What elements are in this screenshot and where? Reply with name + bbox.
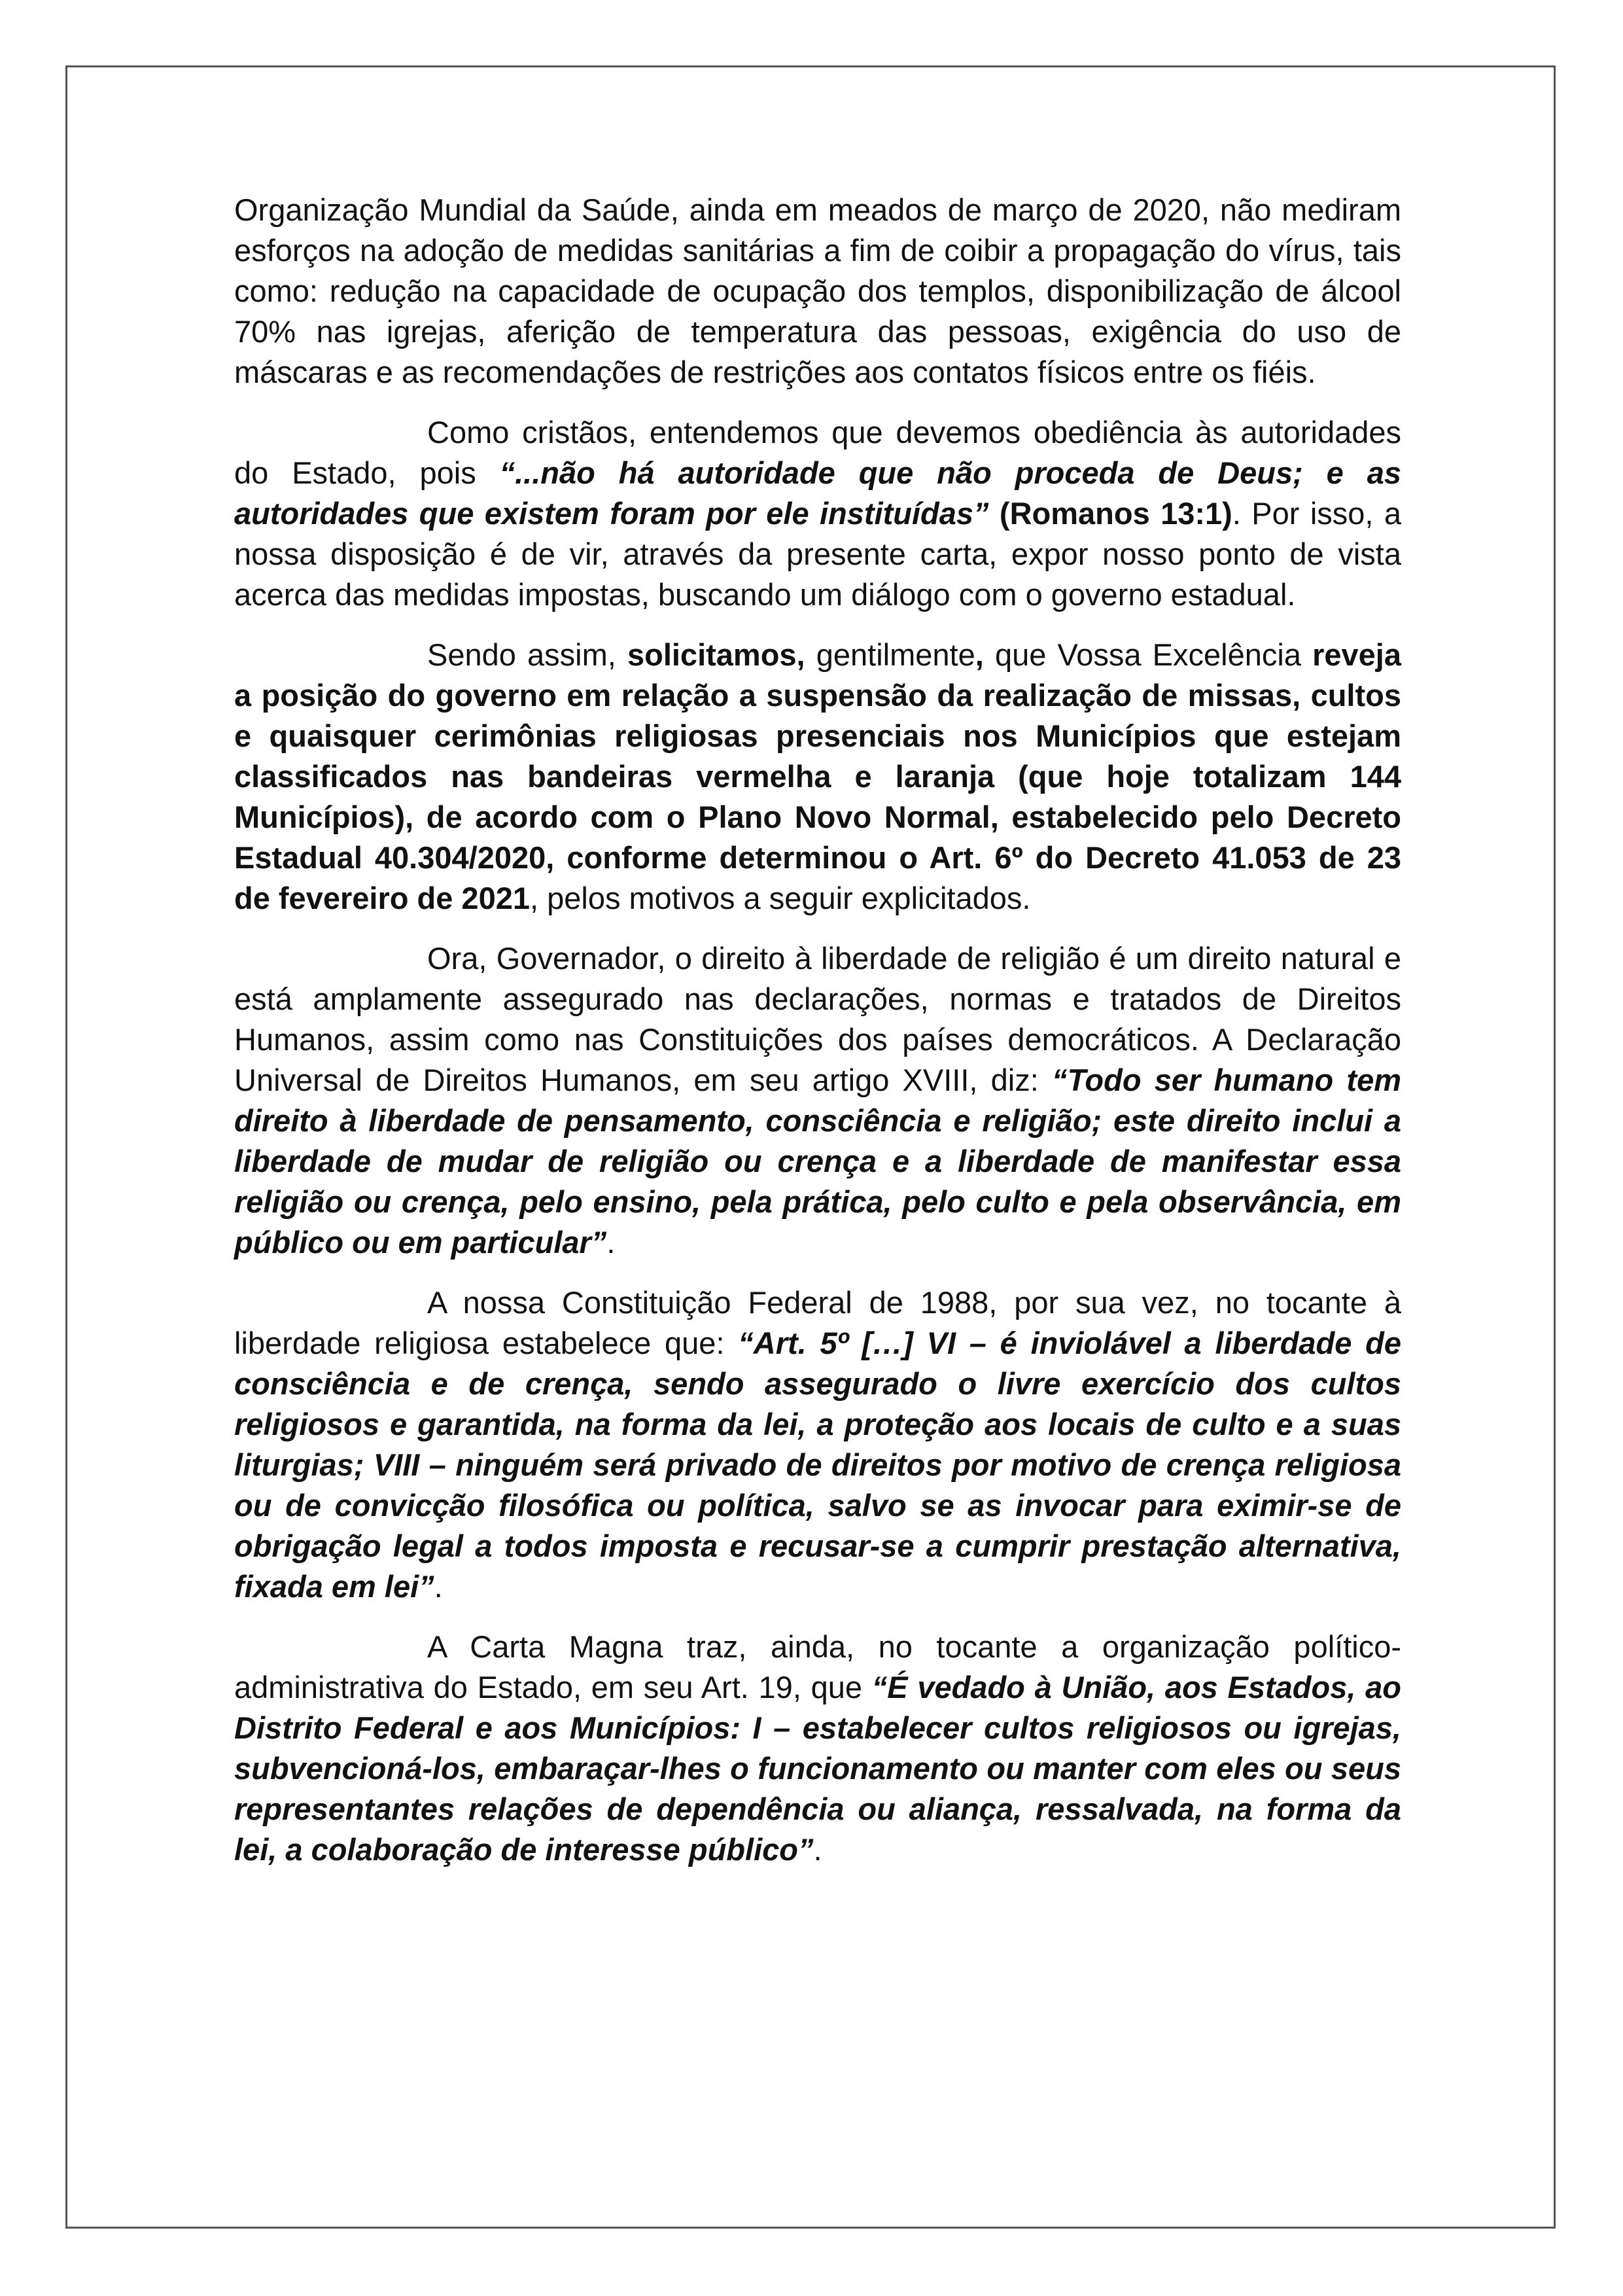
- paragraph-text: .: [813, 1832, 822, 1867]
- paragraph-6: [234, 1627, 1401, 1870]
- paragraph-text: .: [434, 1569, 443, 1604]
- emphasis-text: solicitamos,: [627, 637, 805, 672]
- paragraph-text: gentilmente: [805, 637, 975, 672]
- paragraph-1: [234, 190, 1401, 393]
- constitution-art19-quote: “É vedado à União, aos Estados, ao Distrito Federal e aos Municípios: I – estabelecer cultos religiosos ou igrejas, subvencioná-los, embaraçar-lhes o funcionamento ou manter com eles ou seus representantes relações de dependência ou aliança, ressalvada, na forma da lei, a colaboração de interesse público”: [234, 1670, 1401, 1867]
- document-body: [234, 190, 1401, 1890]
- paragraph-4: [234, 938, 1401, 1263]
- paragraph-text: .: [606, 1225, 616, 1260]
- bible-quote: “...não há autoridade que não proceda de Deus; e as autoridades que existem foram por ele instituídas”: [234, 455, 1401, 531]
- udhr-quote: “Todo ser humano tem direito à liberdade de pensamento, consciência e religião; este direito inclui a liberdade de mudar de religião ou crença e a liberdade de manifestar essa religião ou crença, pelo ensino, pela prática, pelo culto e pela observância, em público ou em particular”: [234, 1063, 1401, 1260]
- paragraph-2: [234, 412, 1401, 615]
- constitution-art5-quote: “Art. 5º […] VI – é inviolável a liberdade de consciência e de crença, sendo assegurado o livre exercício dos cultos religiosos e garantida, na forma da lei, a proteção aos locais de culto e a suas liturgias; VIII – ninguém será privado de direitos por motivo de crença religiosa ou de convicção filosófica ou política, salvo se as invocar para eximir-se de obrigação legal a todos imposta e recusar-se a cumprir prestação alternativa, fixada em lei”: [234, 1326, 1401, 1604]
- paragraph-text: que Vossa Excelência: [983, 637, 1313, 672]
- paragraph-text: Sendo assim,: [427, 637, 627, 672]
- paragraph-3: [234, 635, 1401, 919]
- paragraph-text: . Por isso, a nossa disposição é de vir, através da presente carta, expor nosso ponto de vista acerca das medidas impostas, buscando um diálogo com o governo estadual.: [234, 496, 1401, 612]
- request-text: reveja a posição do governo em relação a suspensão da realização de missas, cultos e quaisquer cerimônias religiosas presenciais nos Municípios que estejam classificados nas bandeiras vermelha e laranja (que hoje totalizam 144 Municípios), de acordo com o Plano Novo Normal, estabelecido pelo Decreto Estadual 40.304/2020, conforme determinou o Art. 6º do Decreto 41.053 de 23 de fevereiro de 2021: [234, 637, 1401, 915]
- paragraph-text: Ora, Governador, o direito à liberdade de religião é um direito natural e está amplamente assegurado nas declarações, normas e tratados de Direitos Humanos, assim como nas Constituições dos países democráticos. A Declaração Universal de Direitos Humanos, em seu artigo XVIII, diz:: [234, 941, 1401, 1097]
- paragraph-text: Organização Mundial da Saúde, ainda em meados de março de 2020, não mediram esforços na adoção de medidas sanitárias a fim de coibir a propagação do vírus, tais como: redução na capacidade de ocupação dos templos, disponibilização de álcool 70% nas igrejas, aferição de temperatura das pessoas, exigência do uso de máscaras e as recomendações de restrições aos contatos físicos entre os fiéis.: [234, 192, 1401, 389]
- paragraph-text: Como cristãos, entendemos que devemos obediência às autoridades do Estado, pois: [234, 415, 1401, 490]
- paragraph-text: A nossa Constituição Federal de 1988, por sua vez, no tocante à liberdade religiosa estabelece que:: [234, 1285, 1401, 1360]
- paragraph-text: A Carta Magna traz, ainda, no tocante a organização político-administrativa do Estado, em seu Art. 19, que: [234, 1629, 1401, 1704]
- paragraph-5: [234, 1282, 1401, 1607]
- emphasis-text: ,: [975, 637, 984, 672]
- paragraph-text: , pelos motivos a seguir explicitados.: [530, 881, 1031, 915]
- bible-reference: (Romanos 13:1): [988, 496, 1232, 531]
